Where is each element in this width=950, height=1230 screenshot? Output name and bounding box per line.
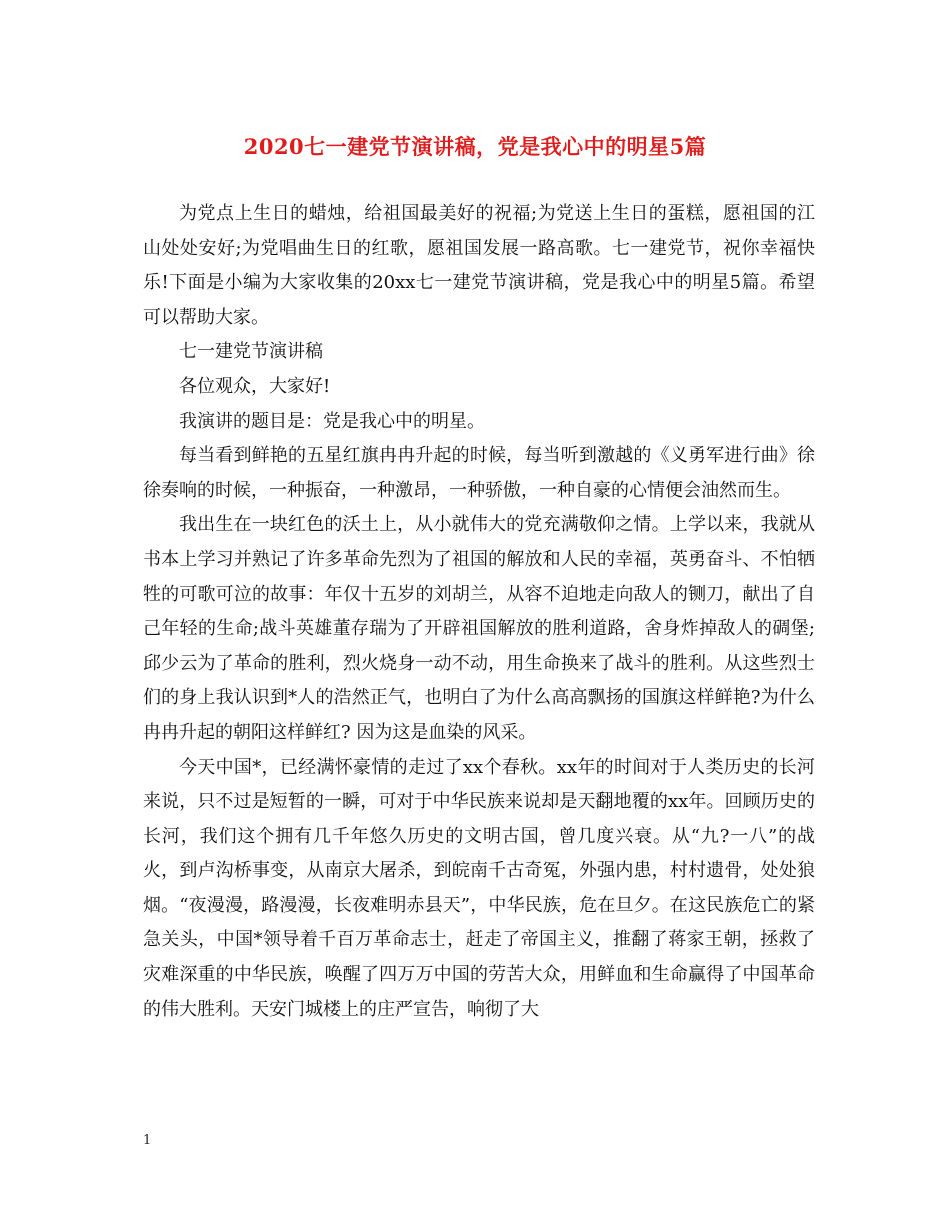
page-number: 1: [143, 1133, 152, 1148]
document-title: 2020七一建党节演讲稿，党是我心中的明星5篇: [243, 134, 707, 159]
section-heading: 七一建党节演讲稿: [179, 341, 323, 363]
body-paragraph: 每当看到鲜艳的五星红旗冉冉升起的时候，每当听到激越的《义勇军进行曲》徐徐奏响的时候，一种振奋，一种激昂，一种骄傲，一种自豪的心情便会油然而生。: [143, 445, 815, 501]
topic-paragraph: 我演讲的题目是：党是我心中的明星。: [179, 410, 485, 432]
document-body: [143, 197, 815, 1027]
greeting-paragraph: 各位观众，大家好!: [179, 375, 331, 397]
body-paragraph: 我出生在一块红色的沃土上，从小就伟大的党充满敬仰之情。上学以来，我就从书本上学习并熟记了许多革命先烈为了祖国的解放和人民的幸福，英勇奋斗、不怕牺牲的可歌可泣的故事：年仅十五岁的刘胡兰，从容不迫地走向敌人的铡刀，献出了自己年轻的生命;战斗英雄董存瑞为了开辟祖国解放的胜利道路，舍身炸掉敌人的碉堡;邱少云为了革命的胜利，烈火烧身一动不动，用生命换来了战斗的胜利。从这些烈士们的身上我认识到*人的浩然正气，也明白了为什么高高飘扬的国旗这样鲜艳?为什么冉冉升起的朝阳这样鲜红? 因为这是血染的风采。: [143, 514, 815, 743]
intro-paragraph: 为党点上生日的蜡烛，给祖国最美好的祝福;为党送上生日的蛋糕，愿祖国的江山处处安好;为党唱曲生日的红歌，愿祖国发展一路高歌。七一建党节，祝你幸福快乐!下面是小编为大家收集的20xx七一建党节演讲稿，党是我心中的明星5篇。希望可以帮助大家。: [143, 203, 815, 328]
body-paragraph: 今天中国*，已经满怀豪情的走过了xx个春秋。xx年的时间对于人类历史的长河来说，只不过是短暂的一瞬，可对于中华民族来说却是天翻地覆的xx年。回顾历史的长河，我们这个拥有几千年悠久历史的文明古国，曾几度兴衰。从“九?一八”的战火，到卢沟桥事变，从南京大屠杀，到皖南千古奇冤，外强内患，村村遗骨，处处狼烟。“夜漫漫，路漫漫，长夜难明赤县天”，中华民族，危在旦夕。在这民族危亡的紧急关头，中国*领导着千百万革命志士，赶走了帝国主义，推翻了蒋家王朝，拯救了灾难深重的中华民族，唤醒了四万万中国的劳苦大众，用鲜血和生命赢得了中国革命的伟大胜利。天安门城楼上的庄严宣告，响彻了大: [143, 756, 815, 1020]
